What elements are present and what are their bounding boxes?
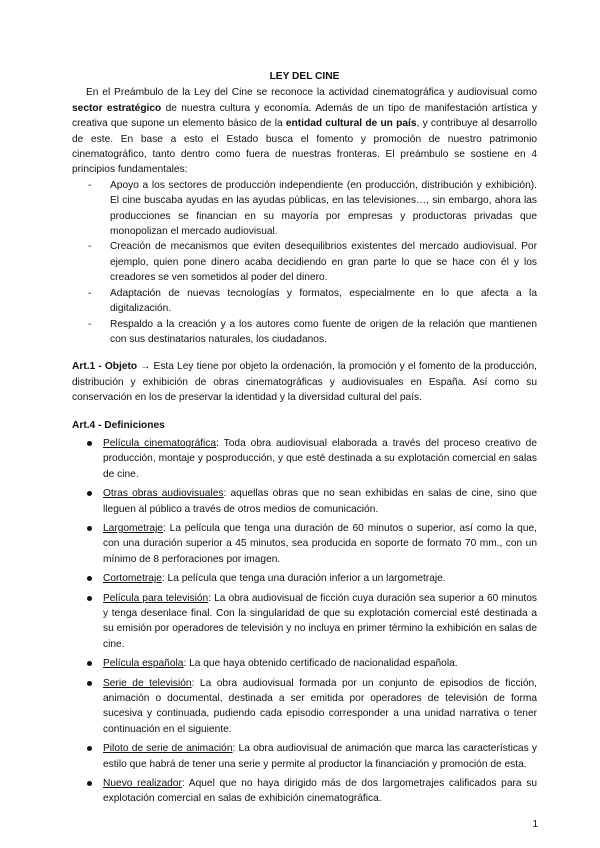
definition-term: Película española bbox=[103, 658, 184, 670]
principle-item bbox=[88, 286, 537, 317]
definitions-list bbox=[72, 436, 537, 807]
definition-item bbox=[103, 776, 537, 807]
definition-item bbox=[103, 436, 537, 482]
page-number: 1 bbox=[532, 819, 538, 830]
art1-paragraph bbox=[72, 359, 537, 405]
definition-text: : Toda obra audiovisual elaborada a través del proceso creativo de producción, montaje y posproducción, y que esté destinada a su explotación comercial en salas de cine. bbox=[103, 437, 537, 480]
definition-item bbox=[103, 486, 537, 517]
art4-heading: Art.4 - Definiciones bbox=[72, 419, 165, 431]
definition-item bbox=[103, 591, 537, 653]
intro-text-3: , y contribuye al desarrollo de este. En base a esto el Estado busca el fomento y promoción de nuestro patrimonio cinematográfico, tanto dentro como fuera de nuestras fronteras. El preámbulo se sostiene en 4 principios fundamentales: bbox=[72, 118, 538, 176]
intro-paragraph bbox=[72, 85, 537, 177]
document-title: LEY DEL CINE bbox=[269, 71, 340, 82]
definition-term: Largometraje bbox=[103, 522, 164, 534]
dash-marker: - bbox=[88, 179, 92, 191]
definition-term: Película cinematográfica bbox=[103, 437, 217, 449]
definition-item bbox=[103, 571, 537, 586]
principle-text: Apoyo a los sectores de producción independiente (en producción, distribución y exhibición). El cine buscaba ayudas en las ayudas públicas, en las televisiones…, sin embargo, ahora las producciones se financian en su mayoría por empresas y productoras privadas que monopolizan el mercado audiovisual. bbox=[110, 179, 537, 238]
definition-text: : aquellas obras que no sean exhibidas en salas de cine, sino que lleguen al público a través de otros medios de comunicación. bbox=[103, 488, 537, 515]
bullet-icon bbox=[87, 781, 92, 786]
definition-term: Cortometraje bbox=[103, 573, 162, 585]
definition-text: : La obra audiovisual formada por un conjunto de episodios de ficción, animación o documental, destinada a ser emitida por operadores de televisión de forma sucesiva y continuada, pudiendo cada episodio corresponder a una unidad narrativa o tener continuación en el siguiente. bbox=[103, 677, 537, 735]
intro-text-2: de nuestra cultura y economía. Además de un tipo de manifestación artística y creativa que supone un elemento básico de la bbox=[72, 102, 537, 130]
art4-section bbox=[72, 418, 537, 807]
bullet-icon bbox=[87, 441, 92, 446]
bullet-icon bbox=[87, 576, 92, 581]
arrow-icon: → bbox=[137, 361, 154, 373]
definition-text: : Aquel que no haya dirigido más de dos largometrajes calificados para su explotación comercial en salas de exhibición cinematográfica. bbox=[103, 778, 537, 805]
dash-marker: - bbox=[88, 241, 92, 253]
art1-heading: Art.1 - Objeto bbox=[72, 361, 138, 373]
bullet-icon bbox=[87, 491, 92, 496]
dash-marker: - bbox=[88, 318, 92, 330]
bullet-icon bbox=[87, 681, 92, 686]
definition-text: : La película que tenga una duración inferior a un largometraje. bbox=[161, 573, 446, 585]
intro-text-1: En el Preámbulo de la Ley del Cine se reconoce la actividad cinematográfica y audiovisual como bbox=[86, 87, 537, 99]
art1-text: Esta Ley tiene por objeto la ordenación, la promoción y el fomento de la producción, distribución y exhibición de obras cinematográficas y audiovisuales en España. Así como su conservación en los de preservar la identidad y la diversidad cultural del país. bbox=[72, 361, 538, 404]
principle-text: Respaldo a la creación y a los autores como fuente de origen de la relación que mantienen con sus destinatarios naturales, los ciudadanos. bbox=[110, 318, 537, 345]
definition-text: : La obra audiovisual de animación que marca las características y estilo que habrá de tener una serie y permite al productor la financiación y promoción de esta. bbox=[103, 743, 537, 770]
intro-bold-2: entidad cultural de un país bbox=[285, 118, 417, 130]
bullet-icon bbox=[87, 746, 92, 751]
definition-text: : La que haya obtenido certificado de nacionalidad española. bbox=[183, 658, 458, 670]
principle-item bbox=[88, 317, 537, 348]
art1-section bbox=[72, 359, 537, 405]
definition-text: : La película que tenga una duración de 60 minutos o superior, así como la que, con una duración superior a 45 minutos, sea producida en soporte de formato 70 mm., con un mínimo de 8 perforaciones por imagen. bbox=[103, 522, 537, 565]
definition-item bbox=[103, 676, 537, 738]
definition-term: Nuevo realizador bbox=[103, 778, 182, 790]
definition-item bbox=[103, 656, 537, 671]
principles-list bbox=[72, 178, 537, 347]
principle-text: Adaptación de nuevas tecnologías y formatos, especialmente en lo que afecta a la digitalización. bbox=[110, 287, 537, 315]
definition-text: : La obra audiovisual de ficción cuya duración sea superior a 60 minutos y tenga desenlace final. Con la singularidad de que su explotación comercial esté destinada a su emisión por operadores de televisión y no incluya en primer término la exhibición en salas de cine. bbox=[103, 592, 537, 650]
definition-term: Piloto de serie de animación bbox=[103, 743, 233, 755]
principle-item bbox=[88, 239, 537, 285]
definition-term: Serie de televisión bbox=[103, 677, 192, 689]
definition-term: Otras obras audiovisuales bbox=[103, 488, 224, 500]
definition-item bbox=[103, 741, 537, 772]
definition-term: Película para televisión bbox=[103, 592, 209, 604]
principle-item bbox=[88, 178, 537, 240]
bullet-icon bbox=[87, 596, 92, 601]
intro-bold-1: sector estratégico bbox=[72, 102, 162, 114]
principle-text: Creación de mecanismos que eviten desequilibrios existentes del mercado audiovisual. Por ejemplo, quien pone dinero acaba decidiendo en gran parte lo que se hace con él y los creadores se ven sometidos al poder del dinero. bbox=[110, 241, 537, 284]
definition-item bbox=[103, 521, 537, 567]
bullet-icon bbox=[87, 661, 92, 666]
dash-marker: - bbox=[88, 287, 92, 299]
bullet-icon bbox=[87, 526, 92, 531]
